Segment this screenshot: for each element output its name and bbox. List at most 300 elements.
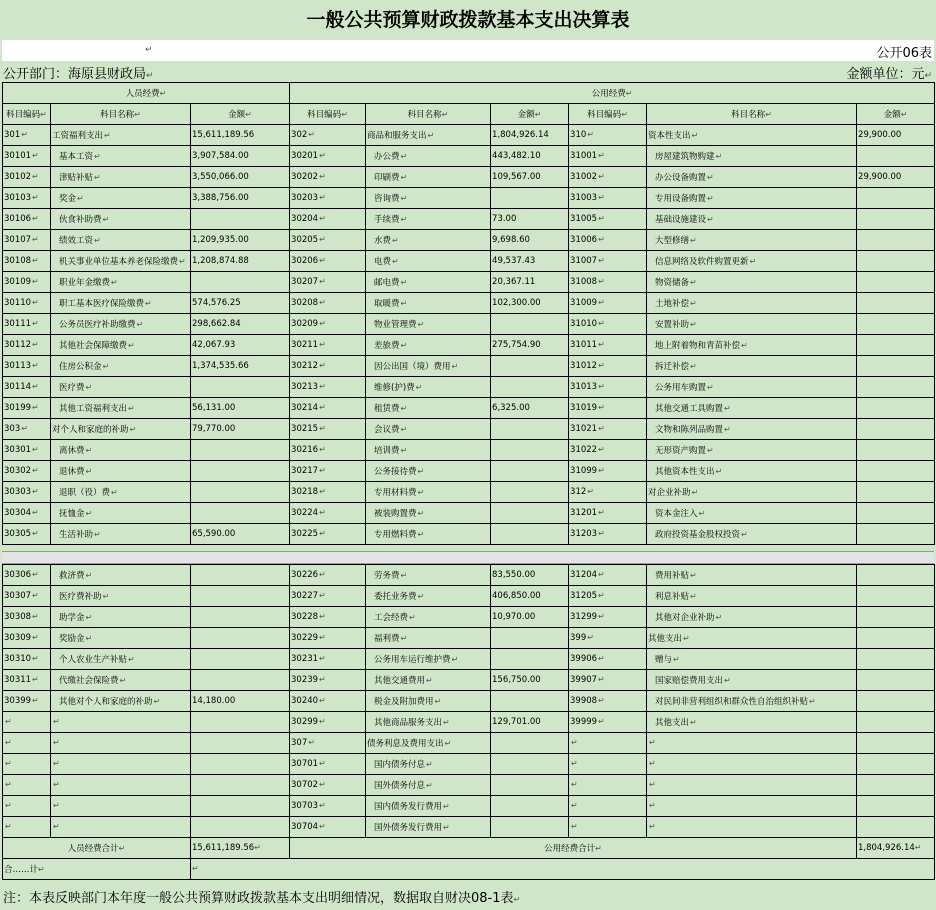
table-row [3, 733, 935, 754]
cell-name: 被装购置费 ↵ [366, 503, 491, 524]
cell-name: 基本工资 ↵ [51, 146, 191, 167]
footnote: 注：本表反映部门本年度一般公共预算财政拨款基本支出明细情况，数据取自财决08-1表↵ [3, 891, 521, 906]
table-row [3, 356, 935, 377]
cell-amount: 15,611,189.56 [191, 125, 290, 146]
cell-name: 职业年金缴费 ↵ [51, 272, 191, 293]
group-header-row [3, 83, 935, 104]
cell-code: 30211 ↵ [290, 335, 366, 356]
cell-code: 30399 ↵ [3, 691, 51, 712]
cell-code: 31022 ↵ [569, 440, 647, 461]
cell-name: 专用材料费 ↵ [366, 482, 491, 503]
cell-amount [857, 314, 935, 335]
cell-name: 电费 ↵ [366, 251, 491, 272]
cell-name: 办公设备购置 ↵ [647, 167, 857, 188]
cell-code [569, 754, 647, 775]
cell-amount [191, 607, 290, 628]
cell-code [569, 796, 647, 817]
cell-name: 退休费 ↵ [51, 461, 191, 482]
table-row [3, 398, 935, 419]
cell-amount: 406,850.00 [491, 586, 569, 607]
grand-total-label: 合……计↵ [3, 859, 191, 880]
expenditure-table-top [2, 82, 935, 545]
cell-code: 30306 ↵ [3, 565, 51, 586]
cell-code: 30308 ↵ [3, 607, 51, 628]
cell-amount [191, 272, 290, 293]
cell-code [569, 817, 647, 838]
cell-code: 30302 ↵ [3, 461, 51, 482]
cell-name: 咨询费 ↵ [366, 188, 491, 209]
cell-name: 离休费 ↵ [51, 440, 191, 461]
cell-code: 30207 ↵ [290, 272, 366, 293]
cell-name: 医疗费补助 ↵ [51, 586, 191, 607]
paragraph-mark-icon: ↵ [145, 45, 153, 55]
cell-amount: 73.00 [491, 209, 569, 230]
cell-amount [857, 188, 935, 209]
cell-code: 31006 ↵ [569, 230, 647, 251]
cell-name: 手续费 ↵ [366, 209, 491, 230]
cell-code: 301 ↵ [3, 125, 51, 146]
cell-name: 工资福利支出 ↵ [51, 125, 191, 146]
cell-amount [491, 356, 569, 377]
cell-code: 31013 ↵ [569, 377, 647, 398]
public-total-label: 公用经费合计↵ [290, 838, 857, 859]
cell-name: 其他资本性支出 ↵ [647, 461, 857, 482]
cell-code: 31204 ↵ [569, 565, 647, 586]
cell-name: 其他交通费用 ↵ [366, 670, 491, 691]
cell-code: 30226 ↵ [290, 565, 366, 586]
cell-amount [491, 440, 569, 461]
cell-code: 31203 ↵ [569, 524, 647, 545]
cell-amount [491, 796, 569, 817]
cell-name: 公务用车购置 ↵ [647, 377, 857, 398]
cell-name: 培训费 ↵ [366, 440, 491, 461]
cell-name: 物资储备 ↵ [647, 272, 857, 293]
cell-code: 30225 ↵ [290, 524, 366, 545]
table-row [3, 335, 935, 356]
cell-amount [491, 691, 569, 712]
cell-name: 奖励金 ↵ [51, 628, 191, 649]
cell-code: 30114 ↵ [3, 377, 51, 398]
cell-amount [857, 670, 935, 691]
cell-code: 30228 ↵ [290, 607, 366, 628]
cell-amount: 56,131.00 [191, 398, 290, 419]
cell-amount [857, 649, 935, 670]
cell-name [647, 817, 857, 838]
cell-amount [191, 565, 290, 586]
cell-code: 30227 ↵ [290, 586, 366, 607]
cell-code: 31019 ↵ [569, 398, 647, 419]
cell-name: 伙食补助费 ↵ [51, 209, 191, 230]
cell-amount [191, 796, 290, 817]
table-row [3, 209, 935, 230]
cell-name: 基础设施建设 ↵ [647, 209, 857, 230]
cell-code: 39908 ↵ [569, 691, 647, 712]
cell-name [51, 754, 191, 775]
cell-name: 物业管理费 ↵ [366, 314, 491, 335]
cell-code: 30101 ↵ [3, 146, 51, 167]
table-row [3, 775, 935, 796]
cell-name: 商品和服务支出 ↵ [366, 125, 491, 146]
cell-amount [857, 817, 935, 838]
cell-code: 302 ↵ [290, 125, 366, 146]
cell-name: 国内债务付息 ↵ [366, 754, 491, 775]
cell-name: 对企业补助 ↵ [647, 482, 857, 503]
cell-amount [857, 691, 935, 712]
table-row [3, 586, 935, 607]
cell-amount: 298,662.84 [191, 314, 290, 335]
cell-amount: 3,550,066.00 [191, 167, 290, 188]
table-row [3, 440, 935, 461]
cell-amount [491, 754, 569, 775]
cell-name: 安置补助 ↵ [647, 314, 857, 335]
cell-name: 税金及附加费用 ↵ [366, 691, 491, 712]
cell-code: 31002 ↵ [569, 167, 647, 188]
cell-amount: 29,900.00 [857, 167, 935, 188]
cell-amount: 1,374,535.66 [191, 356, 290, 377]
cell-code: 30209 ↵ [290, 314, 366, 335]
cell-code: 30113 ↵ [3, 356, 51, 377]
table-row [3, 670, 935, 691]
cell-code: 30304 ↵ [3, 503, 51, 524]
cell-code: 31021 ↵ [569, 419, 647, 440]
cell-code: 30204 ↵ [290, 209, 366, 230]
cell-amount [491, 733, 569, 754]
cell-amount: 129,701.00 [491, 712, 569, 733]
cell-name: 印刷费 ↵ [366, 167, 491, 188]
cell-name: 会议费 ↵ [366, 419, 491, 440]
cell-code: 31010 ↵ [569, 314, 647, 335]
cell-code: 30305 ↵ [3, 524, 51, 545]
cell-name: 其他支出 ↵ [647, 712, 857, 733]
cell-name: 国家赔偿费用支出 ↵ [647, 670, 857, 691]
cell-name: 劳务费 ↵ [366, 565, 491, 586]
cell-code: 30201 ↵ [290, 146, 366, 167]
cell-code [3, 733, 51, 754]
table-row [3, 691, 935, 712]
cell-amount [191, 817, 290, 838]
cell-name: 大型修缮 ↵ [647, 230, 857, 251]
cell-name: 差旅费 ↵ [366, 335, 491, 356]
cell-name: 赠与 ↵ [647, 649, 857, 670]
cell-code: 30202 ↵ [290, 167, 366, 188]
cell-code: 39907 ↵ [569, 670, 647, 691]
cell-amount [491, 503, 569, 524]
expenditure-table-bottom [2, 564, 935, 880]
page-break-separator [2, 551, 934, 564]
table-body-bottom [3, 565, 935, 838]
cell-name: 地上附着物和青苗补偿 ↵ [647, 335, 857, 356]
header-amount: 金额↵ [491, 104, 569, 125]
cell-code: 31205 ↵ [569, 586, 647, 607]
cell-code [3, 754, 51, 775]
cell-name: 职工基本医疗保险缴费 ↵ [51, 293, 191, 314]
table-row [3, 230, 935, 251]
cell-name: 对民间非营利组织和群众性自治组织补贴 ↵ [647, 691, 857, 712]
cell-amount: 49,537.43 [491, 251, 569, 272]
cell-amount [857, 712, 935, 733]
cell-amount [191, 733, 290, 754]
table-row [3, 146, 935, 167]
cell-name: 资本性支出 ↵ [647, 125, 857, 146]
cell-amount [857, 733, 935, 754]
cell-code: 30205 ↵ [290, 230, 366, 251]
form-code: 公开06表 [876, 46, 932, 61]
table-row [3, 272, 935, 293]
table-row [3, 524, 935, 545]
cell-name [51, 733, 191, 754]
cell-name: 抚恤金 ↵ [51, 503, 191, 524]
cell-name [51, 712, 191, 733]
cell-name: 水费 ↵ [366, 230, 491, 251]
cell-name: 住房公积金 ↵ [51, 356, 191, 377]
cell-name: 其他交通工具购置 ↵ [647, 398, 857, 419]
cell-amount: 275,754.90 [491, 335, 569, 356]
cell-amount [491, 649, 569, 670]
table-body-top [3, 125, 935, 545]
cell-code: 39999 ↵ [569, 712, 647, 733]
header-code: 科目编码↵ [569, 104, 647, 125]
cell-code: 30703 ↵ [290, 796, 366, 817]
cell-code: 31003 ↵ [569, 188, 647, 209]
cell-name: 国内债务发行费用 ↵ [366, 796, 491, 817]
table-row [3, 628, 935, 649]
cell-name: 委托业务费 ↵ [366, 586, 491, 607]
cell-name: 个人农业生产补贴 ↵ [51, 649, 191, 670]
cell-amount [491, 461, 569, 482]
cell-code: 30217 ↵ [290, 461, 366, 482]
cell-code: 30203 ↵ [290, 188, 366, 209]
cell-amount: 79,770.00 [191, 419, 290, 440]
cell-code [3, 712, 51, 733]
cell-amount [857, 503, 935, 524]
cell-name: 租赁费 ↵ [366, 398, 491, 419]
cell-amount [491, 314, 569, 335]
cell-code: 30106 ↵ [3, 209, 51, 230]
cell-code: 312 ↵ [569, 482, 647, 503]
table-row [3, 251, 935, 272]
header-code: 科目编码↵ [290, 104, 366, 125]
cell-name: 拆迁补偿 ↵ [647, 356, 857, 377]
cell-amount [857, 251, 935, 272]
cell-code: 30299 ↵ [290, 712, 366, 733]
cell-amount [857, 272, 935, 293]
cell-code: 31201 ↵ [569, 503, 647, 524]
cell-name: 福利费 ↵ [366, 628, 491, 649]
table-row [3, 503, 935, 524]
cell-name: 其他商品服务支出 ↵ [366, 712, 491, 733]
cell-name [647, 796, 857, 817]
cell-amount [191, 209, 290, 230]
header-amount: 金额↵ [857, 104, 935, 125]
cell-code: 30307 ↵ [3, 586, 51, 607]
cell-name: 无形资产购置 ↵ [647, 440, 857, 461]
table-row [3, 754, 935, 775]
cell-amount [857, 419, 935, 440]
table-row [3, 649, 935, 670]
cell-amount [857, 293, 935, 314]
cell-code: 399 ↵ [569, 628, 647, 649]
table-row [3, 565, 935, 586]
table-row [3, 293, 935, 314]
cell-amount [857, 754, 935, 775]
cell-amount [857, 796, 935, 817]
table-row [3, 188, 935, 209]
cell-amount [191, 775, 290, 796]
cell-code: 30110 ↵ [3, 293, 51, 314]
cell-amount [491, 482, 569, 503]
cell-amount: 9,698.60 [491, 230, 569, 251]
cell-name: 专用燃料费 ↵ [366, 524, 491, 545]
cell-code: 30215 ↵ [290, 419, 366, 440]
cell-name: 土地补偿 ↵ [647, 293, 857, 314]
cell-name: 办公费 ↵ [366, 146, 491, 167]
cell-code: 30702 ↵ [290, 775, 366, 796]
cell-code: 30212 ↵ [290, 356, 366, 377]
cell-name: 信息网络及软件购置更新 ↵ [647, 251, 857, 272]
cell-code: 31009 ↵ [569, 293, 647, 314]
cell-code: 30309 ↵ [3, 628, 51, 649]
cell-amount: 1,209,935.00 [191, 230, 290, 251]
cell-amount [191, 503, 290, 524]
cell-name: 救济费 ↵ [51, 565, 191, 586]
cell-code: 30311 ↵ [3, 670, 51, 691]
cell-name: 公务员医疗补助缴费 ↵ [51, 314, 191, 335]
unit-label: 金额单位：元↵ [846, 67, 932, 82]
cell-name: 其他对企业补助 ↵ [647, 607, 857, 628]
cell-name: 其他工资福利支出 ↵ [51, 398, 191, 419]
cell-amount [491, 817, 569, 838]
cell-amount [191, 628, 290, 649]
cell-amount [857, 398, 935, 419]
personnel-total-label: 人员经费合计↵ [3, 838, 191, 859]
cell-code: 31011 ↵ [569, 335, 647, 356]
cell-amount [191, 377, 290, 398]
form-code-bar [2, 40, 934, 61]
cell-amount [857, 230, 935, 251]
department-label: 公开部门：海原县财政局↵ [3, 67, 154, 82]
header-name: 科目名称↵ [51, 104, 191, 125]
cell-amount: 156,750.00 [491, 670, 569, 691]
cell-name: 文物和陈列品购置 ↵ [647, 419, 857, 440]
cell-name: 医疗费 ↵ [51, 377, 191, 398]
cell-name [51, 775, 191, 796]
cell-name: 代缴社会保险费 ↵ [51, 670, 191, 691]
cell-code: 30107 ↵ [3, 230, 51, 251]
header-name: 科目名称↵ [366, 104, 491, 125]
cell-code: 31008 ↵ [569, 272, 647, 293]
cell-code: 30239 ↵ [290, 670, 366, 691]
cell-amount: 3,907,584.00 [191, 146, 290, 167]
header-amount: 金额↵ [191, 104, 290, 125]
header-code: 科目编码↵ [3, 104, 51, 125]
cell-name: 利息补贴 ↵ [647, 586, 857, 607]
cell-amount [857, 461, 935, 482]
cell-code: 307 ↵ [290, 733, 366, 754]
cell-code: 30206 ↵ [290, 251, 366, 272]
cell-name: 资本金注入 ↵ [647, 503, 857, 524]
cell-name: 其他支出 ↵ [647, 628, 857, 649]
cell-amount [191, 586, 290, 607]
cell-code: 30214 ↵ [290, 398, 366, 419]
cell-code: 30218 ↵ [290, 482, 366, 503]
cell-code: 31299 ↵ [569, 607, 647, 628]
cell-code: 31007 ↵ [569, 251, 647, 272]
cell-amount: 1,804,926.14 [491, 125, 569, 146]
cell-code: 30112 ↵ [3, 335, 51, 356]
cell-code: 30701 ↵ [290, 754, 366, 775]
table-row [3, 314, 935, 335]
cell-amount: 1,208,874.88 [191, 251, 290, 272]
cell-code: 30231 ↵ [290, 649, 366, 670]
cell-code [569, 775, 647, 796]
cell-amount [191, 712, 290, 733]
cell-amount: 42,067.93 [191, 335, 290, 356]
cell-amount [191, 482, 290, 503]
cell-name: 政府投资基金股权投资 ↵ [647, 524, 857, 545]
cell-code: 30240 ↵ [290, 691, 366, 712]
cell-amount: 102,300.00 [491, 293, 569, 314]
table-row [3, 482, 935, 503]
cell-amount [491, 377, 569, 398]
cell-code: 31001 ↵ [569, 146, 647, 167]
cell-code: 30208 ↵ [290, 293, 366, 314]
cell-code: 30111 ↵ [3, 314, 51, 335]
cell-code: 31012 ↵ [569, 356, 647, 377]
cell-amount: 83,550.00 [491, 565, 569, 586]
cell-amount [491, 628, 569, 649]
cell-name [51, 817, 191, 838]
table-row [3, 712, 935, 733]
cell-name: 工会经费 ↵ [366, 607, 491, 628]
cell-amount [857, 482, 935, 503]
grand-total-value: ↵ [191, 859, 935, 880]
personnel-total-value: 15,611,189.56↵ [191, 838, 290, 859]
cell-amount: 443,482.10 [491, 146, 569, 167]
cell-amount [857, 335, 935, 356]
table-row [3, 167, 935, 188]
cell-code: 30102 ↵ [3, 167, 51, 188]
cell-amount [857, 628, 935, 649]
cell-amount [491, 524, 569, 545]
cell-name: 国外债务发行费用 ↵ [366, 817, 491, 838]
cell-amount [857, 440, 935, 461]
cell-amount: 65,590.00 [191, 524, 290, 545]
table-row [3, 377, 935, 398]
cell-name: 绩效工资 ↵ [51, 230, 191, 251]
personnel-header: 人员经费↵ [3, 83, 290, 104]
cell-name [647, 775, 857, 796]
page-title: 一般公共预算财政拨款基本支出决算表 [306, 9, 630, 31]
cell-amount: 10,970.00 [491, 607, 569, 628]
cell-amount [491, 419, 569, 440]
table-row [3, 419, 935, 440]
cell-amount [857, 146, 935, 167]
cell-code: 30109 ↵ [3, 272, 51, 293]
cell-amount [857, 524, 935, 545]
cell-name: 其他对个人和家庭的补助 ↵ [51, 691, 191, 712]
cell-code: 30229 ↵ [290, 628, 366, 649]
cell-code: 31099 ↵ [569, 461, 647, 482]
cell-name: 邮电费 ↵ [366, 272, 491, 293]
grand-total-row [3, 859, 935, 880]
column-header-row [3, 104, 935, 125]
cell-amount: 20,367.11 [491, 272, 569, 293]
cell-amount [191, 461, 290, 482]
cell-name: 国外债务付息 ↵ [366, 775, 491, 796]
cell-amount [191, 440, 290, 461]
cell-amount: 574,576.25 [191, 293, 290, 314]
cell-amount [491, 188, 569, 209]
